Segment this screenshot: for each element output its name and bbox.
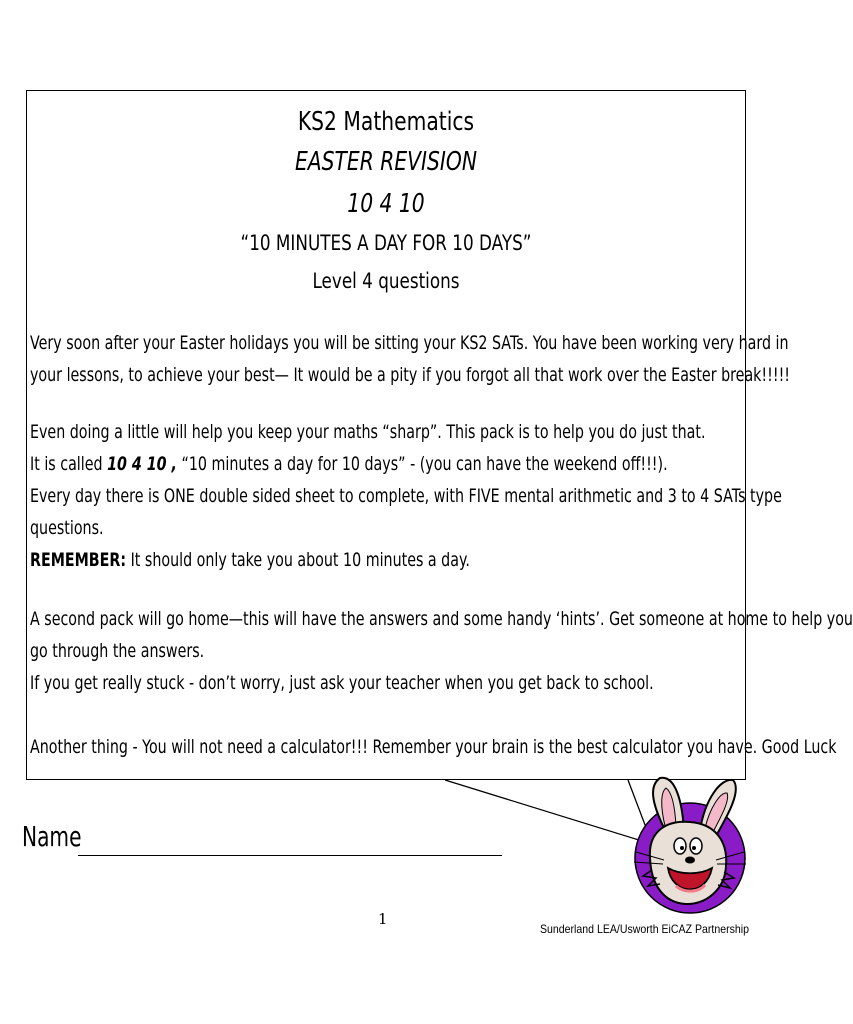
title-subject: KS2 Mathematics	[297, 107, 475, 137]
footer-partnership: Sunderland LEA/Usworth EiCAZ Partnership	[540, 922, 749, 936]
remember-text: It should only take you about 10 minutes a day.	[126, 549, 470, 571]
title-code: 10 4 10	[347, 189, 425, 219]
name-label: Name	[22, 820, 82, 853]
rabbit-pupil-left	[680, 846, 684, 850]
instructions-suffix: “10 minutes a day for 10 days” - (you can have the weekend off!!!).	[176, 453, 668, 475]
pack-name-emphasis: 10 4 10 ,	[107, 453, 177, 475]
rabbit-pupil-right	[692, 846, 696, 850]
remember-label: REMEMBER:	[30, 549, 127, 571]
answers-line: A second pack will go home—this will have the answers and some handy ‘hints’. Get someone at home to help you	[30, 608, 853, 630]
answers-line: go through the answers.	[30, 640, 205, 662]
instructions-line: questions.	[30, 517, 104, 539]
pointer-line	[445, 780, 655, 845]
title-level: Level 4 questions	[312, 269, 460, 293]
instructions-line: Even doing a little will help you keep your maths “sharp”. This pack is to help you do just that.	[30, 421, 706, 443]
instructions-prefix: It is called	[30, 453, 108, 475]
rabbit-eye-left	[674, 838, 686, 854]
rabbit-eye-right	[690, 838, 702, 854]
page-number: 1	[378, 910, 388, 928]
intro-line: Very soon after your Easter holidays you will be sitting your KS2 SATs. You have been working very hard in	[30, 332, 789, 354]
title-tagline: “10 MINUTES A DAY FOR 10 DAYS”	[240, 231, 532, 255]
answers-line: If you get really stuck - don’t worry, just ask your teacher when you get back to school.	[30, 672, 654, 694]
title-easter-revision: EASTER REVISION	[294, 147, 478, 177]
name-entry-line[interactable]	[78, 855, 502, 856]
instructions-line: Every day there is ONE double sided sheet to complete, with FIVE mental arithmetic and 3 to 4 SATs type	[30, 485, 782, 507]
intro-line: your lessons, to achieve your best— It would be a pity if you forgot all that work over the Easter break!!!!!	[30, 364, 790, 386]
rabbit-nose	[685, 857, 695, 864]
closing-paragraph: Another thing - You will not need a calculator!!! Remember your brain is the best calculator you have. Good Luck	[30, 736, 837, 758]
